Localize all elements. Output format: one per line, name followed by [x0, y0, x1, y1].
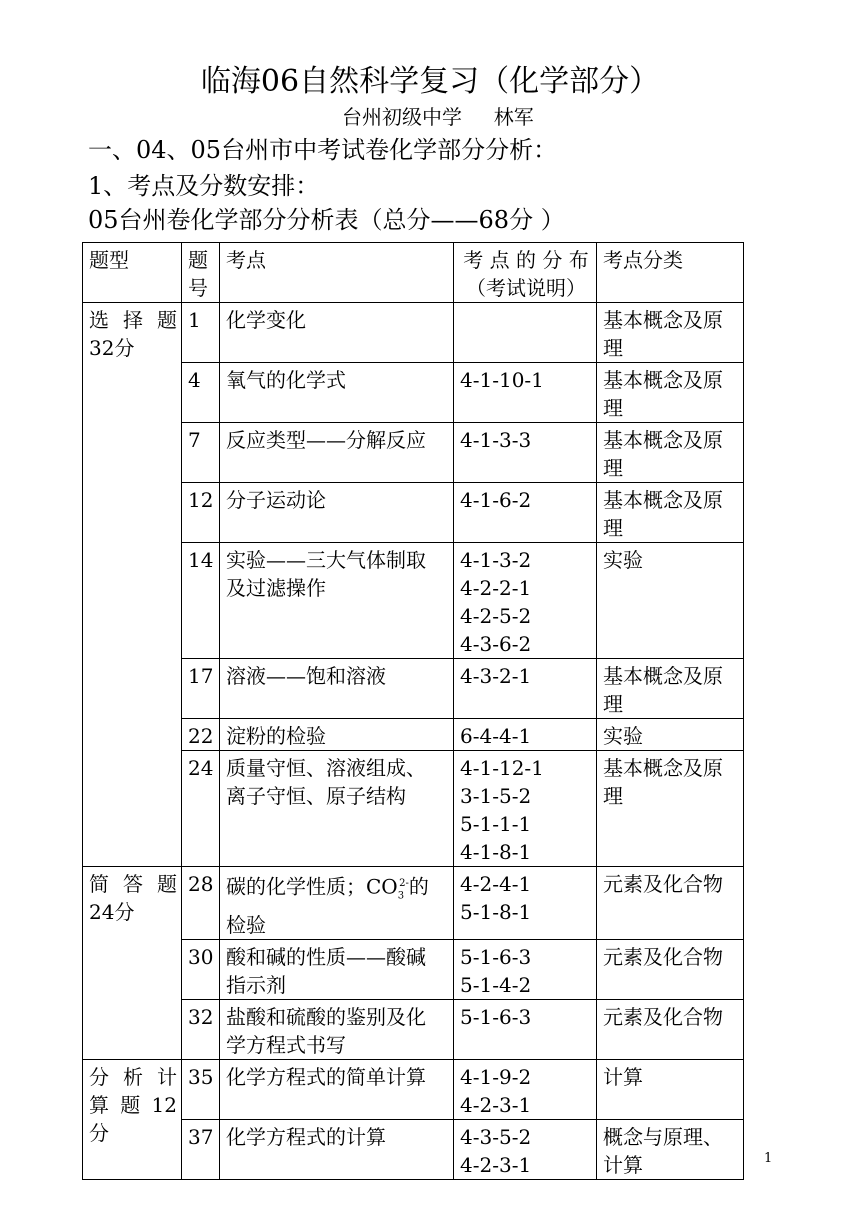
question-number-cell: 14 [182, 543, 220, 659]
distribution-cell [454, 999, 597, 1059]
exam-point-cell [220, 1059, 454, 1119]
exam-point-cell [220, 659, 454, 719]
exam-point-text: 离子守恒、原子结构 [226, 784, 406, 808]
exam-point-text: 化学变化 [226, 308, 306, 332]
table-row [83, 867, 744, 940]
exam-point-text: 学方程式书写 [226, 1032, 346, 1057]
distribution-cell [454, 543, 597, 659]
exam-point-cell [220, 363, 454, 423]
distribution-code: 4-2-4-1 [460, 872, 532, 896]
category-text: 基本概念及原 [603, 368, 723, 392]
category-text: 元素及化合物 [603, 872, 723, 896]
subsection-heading: 1、考点及分数安排： [88, 172, 320, 200]
distribution-code: 5-1-6-3 [460, 1004, 532, 1029]
header-type: 题型 [83, 243, 182, 303]
category-text: 基本概念及原 [603, 664, 723, 688]
category-text: 实验 [603, 548, 643, 572]
distribution-code: 5-1-8-1 [460, 900, 532, 924]
category-text: 基本概念及原 [603, 756, 723, 780]
distribution-code: 4-2-3-1 [460, 1152, 532, 1177]
distribution-code: 4-1-8-1 [460, 840, 532, 864]
category-text: 基本概念及原 [603, 488, 723, 512]
exam-point-text: 淀粉的检验 [226, 724, 326, 748]
category-text: 理 [603, 692, 623, 716]
category-text: 理 [603, 456, 623, 480]
category-text: 理 [603, 336, 623, 360]
category-cell [597, 423, 744, 483]
distribution-cell [454, 1059, 597, 1119]
table-row [83, 659, 744, 719]
exam-point-text: 分子运动论 [226, 488, 326, 512]
category-text: 元素及化合物 [603, 944, 723, 969]
question-number-cell: 24 [182, 751, 220, 867]
category-cell [597, 867, 744, 940]
table-row [83, 543, 744, 659]
question-type-cell [83, 1059, 182, 1179]
header-cat: 考点分类 [597, 243, 744, 303]
category-cell [597, 483, 744, 543]
question-number-cell: 12 [182, 483, 220, 543]
analysis-table [82, 242, 744, 1180]
section-heading: 一、04、05台州市中考试卷化学部分分析： [88, 136, 558, 164]
table-row [83, 303, 744, 363]
question-type-cell [83, 303, 182, 867]
distribution-code: 5-1-4-2 [460, 972, 532, 997]
category-cell [597, 659, 744, 719]
exam-point-text: 氧气的化学式 [226, 368, 346, 392]
distribution-cell [454, 659, 597, 719]
question-type-text: 24分 [89, 900, 135, 924]
distribution-code: 4-1-3-2 [460, 548, 532, 572]
table-caption: 05台州卷化学部分分析表（总分——68分 ） [88, 206, 565, 234]
category-text: 元素及化合物 [603, 1004, 723, 1029]
question-number-cell: 37 [182, 1119, 220, 1179]
exam-point-text: 盐酸和硫酸的鉴别及化 [226, 1004, 426, 1029]
distribution-cell [454, 939, 597, 999]
distribution-code: 4-2-3-1 [460, 1092, 532, 1117]
table-row [83, 999, 744, 1059]
exam-point-text: 指示剂 [226, 972, 286, 997]
category-text: 理 [603, 784, 623, 808]
exam-point-text: 酸和碱的性质——酸碱 [226, 944, 426, 969]
exam-point-cell [220, 939, 454, 999]
category-cell [597, 751, 744, 867]
exam-point-text: 质量守恒、溶液组成、 [226, 756, 426, 780]
category-cell [597, 939, 744, 999]
distribution-code: 5-1-6-3 [460, 944, 532, 969]
table-row [83, 1119, 744, 1179]
question-number-cell: 30 [182, 939, 220, 999]
table-row [83, 719, 744, 751]
page-title: 临海06自然科学复习（化学部分） [200, 64, 660, 99]
exam-point-cell [220, 423, 454, 483]
question-type-text: 分 [89, 1120, 109, 1145]
category-cell [597, 303, 744, 363]
table-row [83, 939, 744, 999]
category-cell [597, 719, 744, 751]
category-text: 实验 [603, 724, 643, 748]
exam-point-text: 碳的化学性质；$CO_3^{2-}$的 [226, 874, 429, 902]
question-type-text: 32分 [89, 336, 135, 360]
exam-point-cell [220, 543, 454, 659]
category-text: 基本概念及原 [603, 308, 723, 332]
distribution-cell [454, 719, 597, 751]
distribution-code: 4-1-3-3 [460, 428, 532, 452]
question-type-cell [83, 867, 182, 1060]
category-cell [597, 1059, 744, 1119]
exam-point-cell [220, 303, 454, 363]
exam-point-text: 实验——三大气体制取 [226, 548, 426, 572]
category-cell [597, 543, 744, 659]
exam-point-cell [220, 1119, 454, 1179]
distribution-code: 6-4-4-1 [460, 724, 532, 748]
category-text: 概念与原理、 [603, 1124, 723, 1149]
exam-point-cell [220, 719, 454, 751]
question-number-cell: 22 [182, 719, 220, 751]
question-number-cell: 28 [182, 867, 220, 940]
table-row [83, 751, 744, 867]
distribution-code: 4-1-10-1 [460, 368, 544, 392]
header-point: 考点 [220, 243, 454, 303]
distribution-cell [454, 1119, 597, 1179]
header-num: 题 号 [182, 243, 220, 303]
question-number-cell: 35 [182, 1059, 220, 1119]
question-type-text: 分 析 计 [89, 1064, 177, 1089]
distribution-cell [454, 483, 597, 543]
question-number-cell: 1 [182, 303, 220, 363]
exam-point-cell [220, 483, 454, 543]
question-number-cell: 17 [182, 659, 220, 719]
question-number-cell: 32 [182, 999, 220, 1059]
table-row [83, 1059, 744, 1119]
exam-point-cell [220, 751, 454, 867]
table-header-row [83, 243, 744, 303]
question-type-text: 简 答 题 [89, 872, 177, 896]
exam-point-cell [220, 867, 454, 940]
distribution-code: 5-1-1-1 [460, 812, 532, 836]
category-cell [597, 1119, 744, 1179]
exam-point-text: 化学方程式的简单计算 [226, 1064, 426, 1089]
category-cell [597, 999, 744, 1059]
page-number: 1 [764, 1151, 773, 1166]
distribution-code: 4-3-6-2 [460, 632, 532, 656]
exam-point-text: 及过滤操作 [226, 576, 326, 600]
author-line: 台州初级中学 林军 [342, 105, 534, 129]
header-dist: 考 点 的 分 布 （考试说明） [454, 243, 597, 303]
superscript-text: 2- [399, 878, 409, 889]
category-text: 理 [603, 516, 623, 540]
distribution-code: 4-1-12-1 [460, 756, 544, 780]
exam-point-text: 溶液——饱和溶液 [226, 664, 386, 688]
exam-point-text: 化学方程式的计算 [226, 1124, 386, 1149]
distribution-cell [454, 303, 597, 363]
table-row [83, 483, 744, 543]
distribution-cell [454, 751, 597, 867]
table-row [83, 423, 744, 483]
distribution-code: 4-2-2-1 [460, 576, 532, 600]
question-number-cell: 7 [182, 423, 220, 483]
distribution-code: 4-2-5-2 [460, 604, 532, 628]
distribution-code: 4-1-6-2 [460, 488, 532, 512]
category-text: 基本概念及原 [603, 428, 723, 452]
distribution-code: 4-3-2-1 [460, 664, 532, 688]
question-type-text: 选 择 题 [89, 308, 177, 332]
exam-point-cell [220, 999, 454, 1059]
distribution-cell [454, 363, 597, 423]
distribution-code: 4-1-9-2 [460, 1064, 532, 1089]
category-cell [597, 363, 744, 423]
distribution-code: 4-3-5-2 [460, 1124, 532, 1149]
category-text: 计算 [603, 1152, 643, 1177]
category-text: 计算 [603, 1064, 643, 1089]
subscript-text: 3 [397, 890, 405, 902]
exam-point-text: 检验 [226, 912, 266, 937]
distribution-cell [454, 423, 597, 483]
exam-point-text: 反应类型——分解反应 [226, 428, 426, 452]
distribution-cell [454, 867, 597, 940]
question-number-cell: 4 [182, 363, 220, 423]
question-type-text: 算 题 12 [89, 1092, 177, 1117]
distribution-code: 3-1-5-2 [460, 784, 532, 808]
category-text: 理 [603, 396, 623, 420]
table-row [83, 363, 744, 423]
